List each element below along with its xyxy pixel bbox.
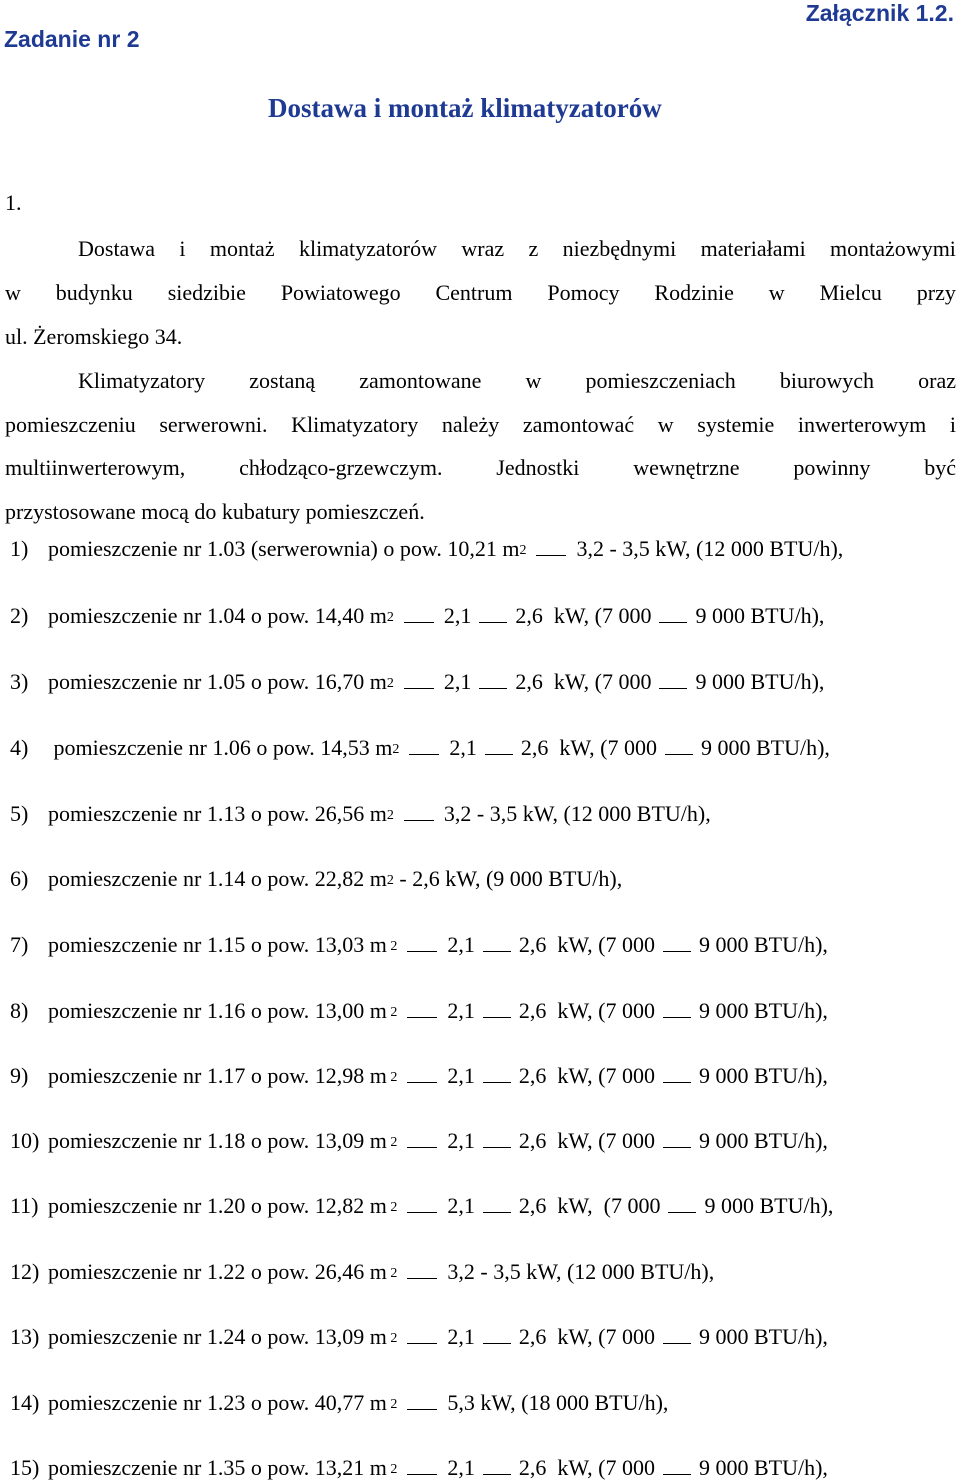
item-number: 4) — [10, 735, 29, 760]
room-description: pomieszczenie nr 1.24 o pow. 13,09 m — [48, 1324, 387, 1349]
area-unit-exponent: 2 — [386, 939, 398, 954]
item-number: 10) — [10, 1128, 40, 1153]
word: zostaną — [249, 368, 316, 393]
area-unit-exponent: 2 — [519, 543, 527, 558]
dash-separator — [407, 1343, 437, 1344]
word: wraz — [461, 236, 505, 261]
dash-separator — [407, 1017, 437, 1018]
range-dash — [485, 754, 513, 755]
room-item — [10, 1259, 714, 1285]
area-unit-exponent: 2 — [386, 1462, 398, 1477]
word: biurowych — [779, 368, 875, 393]
item-number: 3) — [10, 669, 29, 694]
paragraph-2-line-2 — [5, 412, 956, 438]
document-title: Dostawa i montaż klimatyzatorów — [268, 93, 662, 123]
power-min: 2,1 — [449, 735, 477, 760]
room-description: pomieszczenie nr 1.17 o pow. 12,98 m — [48, 1063, 387, 1088]
word: i — [949, 412, 956, 437]
btu-max: 9 000 BTU/h), — [695, 603, 825, 628]
word: Klimatyzatory — [291, 412, 419, 437]
paragraph-1-line-1 — [78, 236, 956, 262]
btu-range-dash — [659, 688, 687, 689]
paragraph-2-line-1 — [78, 368, 956, 394]
dash-separator — [407, 1212, 437, 1213]
item-number: 7) — [10, 932, 29, 957]
word: Centrum — [435, 280, 513, 305]
word: zamontowane — [359, 368, 482, 393]
word: być — [924, 455, 956, 480]
power-spec: 2,6 kW, (7 000 — [515, 603, 652, 628]
item-number: 5) — [10, 801, 29, 826]
area-unit-exponent: 2 — [386, 1266, 398, 1281]
power-spec: 2,6 kW, (7 000 — [520, 735, 657, 760]
power-spec: 3,2 - 3,5 kW, (12 000 BTU/h), — [443, 801, 711, 826]
word: materiałami — [700, 236, 806, 261]
attachment-label: Załącznik 1.2. — [805, 0, 954, 26]
power-min: 2,1 — [443, 669, 472, 694]
btu-max: 9 000 BTU/h), — [698, 1128, 828, 1153]
power-spec: 2,6 kW, (7 000 — [518, 932, 655, 957]
word: systemie — [697, 412, 775, 437]
btu-max: 9 000 BTU/h), — [698, 1455, 828, 1480]
power-min: 2,1 — [447, 998, 475, 1023]
item-number: 9) — [10, 1063, 29, 1088]
item-number: 14) — [10, 1390, 40, 1415]
room-description: pomieszczenie nr 1.15 o pow. 13,03 m — [48, 932, 387, 957]
power-spec: 2,6 kW, (7 000 — [518, 1063, 655, 1088]
area-unit-exponent: 2 — [386, 1135, 398, 1150]
word: w — [5, 280, 21, 305]
btu-range-dash — [663, 951, 691, 952]
power-min: 2,1 — [447, 1128, 475, 1153]
word: z — [528, 236, 539, 261]
range-dash — [483, 1343, 511, 1344]
room-description: pomieszczenie nr 1.22 o pow. 26,46 m — [48, 1259, 387, 1284]
range-dash — [479, 688, 507, 689]
word: Powiatowego — [280, 280, 401, 305]
word: w — [657, 412, 674, 437]
word: Mielcu — [819, 280, 882, 305]
item-number: 8) — [10, 998, 29, 1023]
range-dash — [483, 1082, 511, 1083]
room-description: pomieszczenie nr 1.13 o pow. 26,56 m — [48, 801, 387, 826]
room-description: pomieszczenie nr 1.14 o pow. 22,82 m — [48, 866, 387, 891]
word: wewnętrzne — [633, 455, 740, 480]
room-description: pomieszczenie nr 1.23 o pow. 40,77 m — [48, 1390, 387, 1415]
btu-range-dash — [663, 1474, 691, 1475]
range-dash — [483, 1017, 511, 1018]
power-spec: 2,6 kW, (7 000 — [518, 998, 655, 1023]
word: w — [525, 368, 542, 393]
room-item — [10, 735, 830, 761]
word: Jednostki — [496, 455, 580, 480]
btu-max: 9 000 BTU/h), — [704, 1193, 834, 1218]
range-dash — [479, 622, 507, 623]
area-unit-exponent: 2 — [386, 808, 394, 823]
word: pomieszczeniu — [5, 412, 136, 437]
room-description: pomieszczenie nr 1.05 o pow. 16,70 m — [48, 669, 387, 694]
btu-range-dash — [665, 754, 693, 755]
room-item — [10, 801, 711, 827]
power-spec: 2,6 kW, (7 000 — [515, 669, 652, 694]
item-number: 13) — [10, 1324, 40, 1349]
power-spec: 5,3 kW, (18 000 BTU/h), — [447, 1390, 669, 1415]
btu-range-dash — [663, 1082, 691, 1083]
room-description: pomieszczenie nr 1.35 o pow. 13,21 m — [48, 1455, 387, 1480]
room-description: pomieszczenie nr 1.04 o pow. 14,40 m — [48, 603, 387, 628]
room-description: pomieszczenie nr 1.06 o pow. 14,53 m — [48, 735, 393, 760]
power-min: 2,1 — [447, 1063, 475, 1088]
area-unit-exponent: 2 — [386, 1200, 398, 1215]
paragraph-1-line-3: ul. Żeromskiego 34. — [5, 324, 183, 349]
dash-separator — [407, 1409, 437, 1410]
dash-separator — [407, 1278, 437, 1279]
room-description: pomieszczenie nr 1.03 (serwerownia) o pow. 10,21 m — [48, 536, 520, 561]
btu-range-dash — [668, 1212, 696, 1213]
room-item — [10, 1193, 833, 1219]
area-unit-exponent: 2 — [386, 1331, 398, 1346]
paragraph-2-line-4: przystosowane mocą do kubatury pomieszczeń. — [5, 499, 425, 524]
power-spec: 2,6 kW, (7 000 — [518, 1324, 655, 1349]
btu-range-dash — [659, 622, 687, 623]
power-min: 2,1 — [447, 1455, 475, 1480]
item-number: 15) — [10, 1455, 40, 1480]
room-item — [10, 1063, 828, 1089]
dash-separator — [404, 688, 434, 689]
dash-separator — [407, 1474, 437, 1475]
btu-max: 9 000 BTU/h), — [698, 998, 828, 1023]
range-dash — [483, 951, 511, 952]
area-unit-exponent: 2 — [392, 742, 400, 757]
dash-separator — [536, 555, 566, 556]
area-unit-exponent: 2 — [386, 873, 394, 888]
word: należy — [441, 412, 500, 437]
range-dash — [483, 1212, 511, 1213]
power-spec: 2,6 kW, (7 000 — [518, 1193, 661, 1218]
range-dash — [483, 1474, 511, 1475]
btu-range-dash — [663, 1147, 691, 1148]
power-spec: - 2,6 kW, (9 000 BTU/h), — [393, 866, 623, 891]
dash-separator — [404, 622, 434, 623]
word: Pomocy — [547, 280, 620, 305]
btu-range-dash — [663, 1017, 691, 1018]
room-item — [10, 866, 622, 892]
word: montaż — [209, 236, 275, 261]
power-spec: 2,6 kW, (7 000 — [518, 1128, 655, 1153]
power-min: 2,1 — [443, 603, 472, 628]
btu-max: 9 000 BTU/h), — [695, 669, 825, 694]
room-item — [10, 1128, 828, 1154]
word: zamontować — [522, 412, 635, 437]
power-min: 2,1 — [447, 1193, 475, 1218]
room-description: pomieszczenie nr 1.18 o pow. 13,09 m — [48, 1128, 387, 1153]
room-item — [10, 536, 843, 562]
word: pomieszczeniach — [585, 368, 736, 393]
btu-max: 9 000 BTU/h), — [700, 735, 830, 760]
word: przy — [916, 280, 956, 305]
room-item — [10, 1455, 828, 1481]
word: oraz — [918, 368, 956, 393]
area-unit-exponent: 2 — [386, 1397, 398, 1412]
dash-separator — [407, 1082, 437, 1083]
power-spec: 3,2 - 3,5 kW, (12 000 BTU/h), — [576, 536, 844, 561]
room-item — [10, 1324, 828, 1350]
word: inwerterowym — [797, 412, 927, 437]
power-spec: 2,6 kW, (7 000 — [518, 1455, 655, 1480]
room-description: pomieszczenie nr 1.16 o pow. 13,00 m — [48, 998, 387, 1023]
item-number: 12) — [10, 1259, 40, 1284]
paragraph-2-line-3 — [5, 455, 956, 481]
room-item — [10, 932, 828, 958]
power-min: 2,1 — [447, 932, 475, 957]
item-number: 11) — [10, 1193, 39, 1218]
word: klimatyzatorów — [298, 236, 438, 261]
item-number: 2) — [10, 603, 29, 628]
dash-separator — [407, 1147, 437, 1148]
word: i — [179, 236, 186, 261]
item-number: 1) — [10, 536, 29, 561]
word: niezbędnymi — [562, 236, 677, 261]
room-item — [10, 669, 824, 695]
section-number: 1. — [5, 190, 22, 215]
item-number: 6) — [10, 866, 29, 891]
dash-separator — [404, 820, 434, 821]
task-label: Zadanie nr 2 — [4, 26, 140, 52]
btu-range-dash — [663, 1343, 691, 1344]
word: chłodząco-grzewczym. — [239, 455, 443, 480]
room-description: pomieszczenie nr 1.20 o pow. 12,82 m — [48, 1193, 387, 1218]
word: budynku — [55, 280, 133, 305]
word: multiinwerterowym, — [5, 455, 186, 480]
room-item — [10, 603, 824, 629]
range-dash — [483, 1147, 511, 1148]
power-spec: 3,2 - 3,5 kW, (12 000 BTU/h), — [447, 1259, 715, 1284]
room-item — [10, 1390, 668, 1416]
power-min: 2,1 — [447, 1324, 475, 1349]
dash-separator — [407, 951, 437, 952]
area-unit-exponent: 2 — [386, 1070, 398, 1085]
room-item — [10, 998, 828, 1024]
area-unit-exponent: 2 — [386, 610, 394, 625]
word: w — [768, 280, 785, 305]
word: powinny — [793, 455, 871, 480]
btu-max: 9 000 BTU/h), — [698, 932, 828, 957]
area-unit-exponent: 2 — [386, 676, 394, 691]
word: Dostawa — [78, 236, 155, 261]
word: siedzibie — [167, 280, 246, 305]
paragraph-1-line-2 — [5, 280, 956, 306]
area-unit-exponent: 2 — [386, 1005, 398, 1020]
btu-max: 9 000 BTU/h), — [698, 1324, 828, 1349]
word: Klimatyzatory — [78, 368, 206, 393]
btu-max: 9 000 BTU/h), — [698, 1063, 828, 1088]
word: serwerowni. — [159, 412, 268, 437]
dash-separator — [409, 754, 439, 755]
word: Rodzinie — [654, 280, 734, 305]
word: montażowymi — [830, 236, 956, 261]
